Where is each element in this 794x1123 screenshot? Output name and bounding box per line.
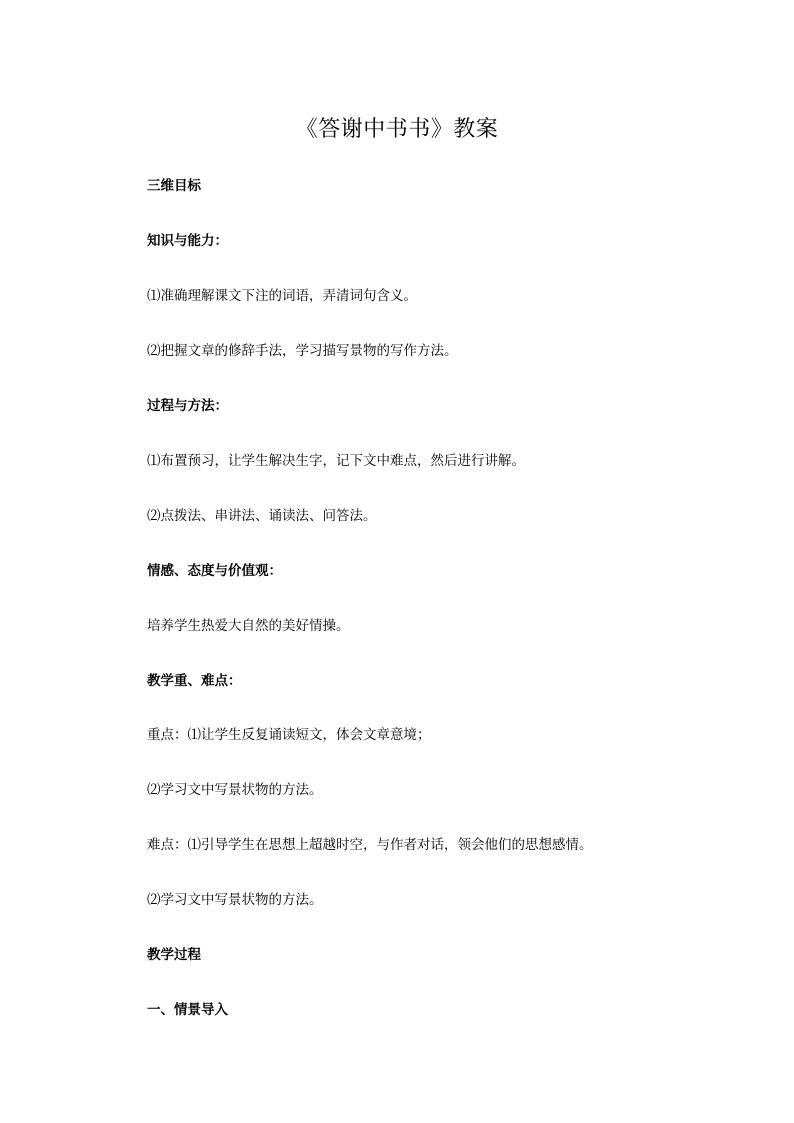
- paragraph-key-point-2: ⑵学习文中写景状物的方法。: [147, 782, 323, 798]
- paragraph-process-2: ⑵点拨法、串讲法、诵读法、问答法。: [147, 508, 377, 524]
- paragraph-knowledge-1: ⑴准确理解课文下注的词语，弄清词句含义。: [147, 288, 417, 304]
- paragraph-process-1: ⑴布置预习，让学生解决生字，记下文中难点，然后进行讲解。: [147, 453, 525, 469]
- heading-knowledge-ability: 知识与能力：: [147, 233, 228, 249]
- heading-emotion-values: 情感、态度与价值观：: [147, 563, 282, 579]
- paragraph-knowledge-2: ⑵把握文章的修辞手法，学习描写景物的写作方法。: [147, 343, 458, 359]
- heading-scene-introduction: 一、情景导入: [147, 1002, 228, 1018]
- paragraph-emotion: 培养学生热爱大自然的美好情操。: [147, 618, 350, 634]
- paragraph-difficult-point-2: ⑵学习文中写景状物的方法。: [147, 892, 323, 908]
- paragraph-key-point-1: 重点：⑴让学生反复诵读短文，体会文章意境；: [147, 727, 431, 743]
- heading-key-difficult-points: 教学重、难点：: [147, 673, 242, 689]
- heading-teaching-process: 教学过程: [147, 947, 201, 963]
- heading-three-dimensional-goals: 三维目标: [147, 178, 201, 194]
- document-title: 《答谢中书书》教案: [295, 117, 499, 142]
- paragraph-difficult-point-1: 难点：⑴引导学生在思想上超越时空，与作者对话，领会他们的思想感情。: [147, 837, 593, 853]
- heading-process-method: 过程与方法：: [147, 398, 228, 414]
